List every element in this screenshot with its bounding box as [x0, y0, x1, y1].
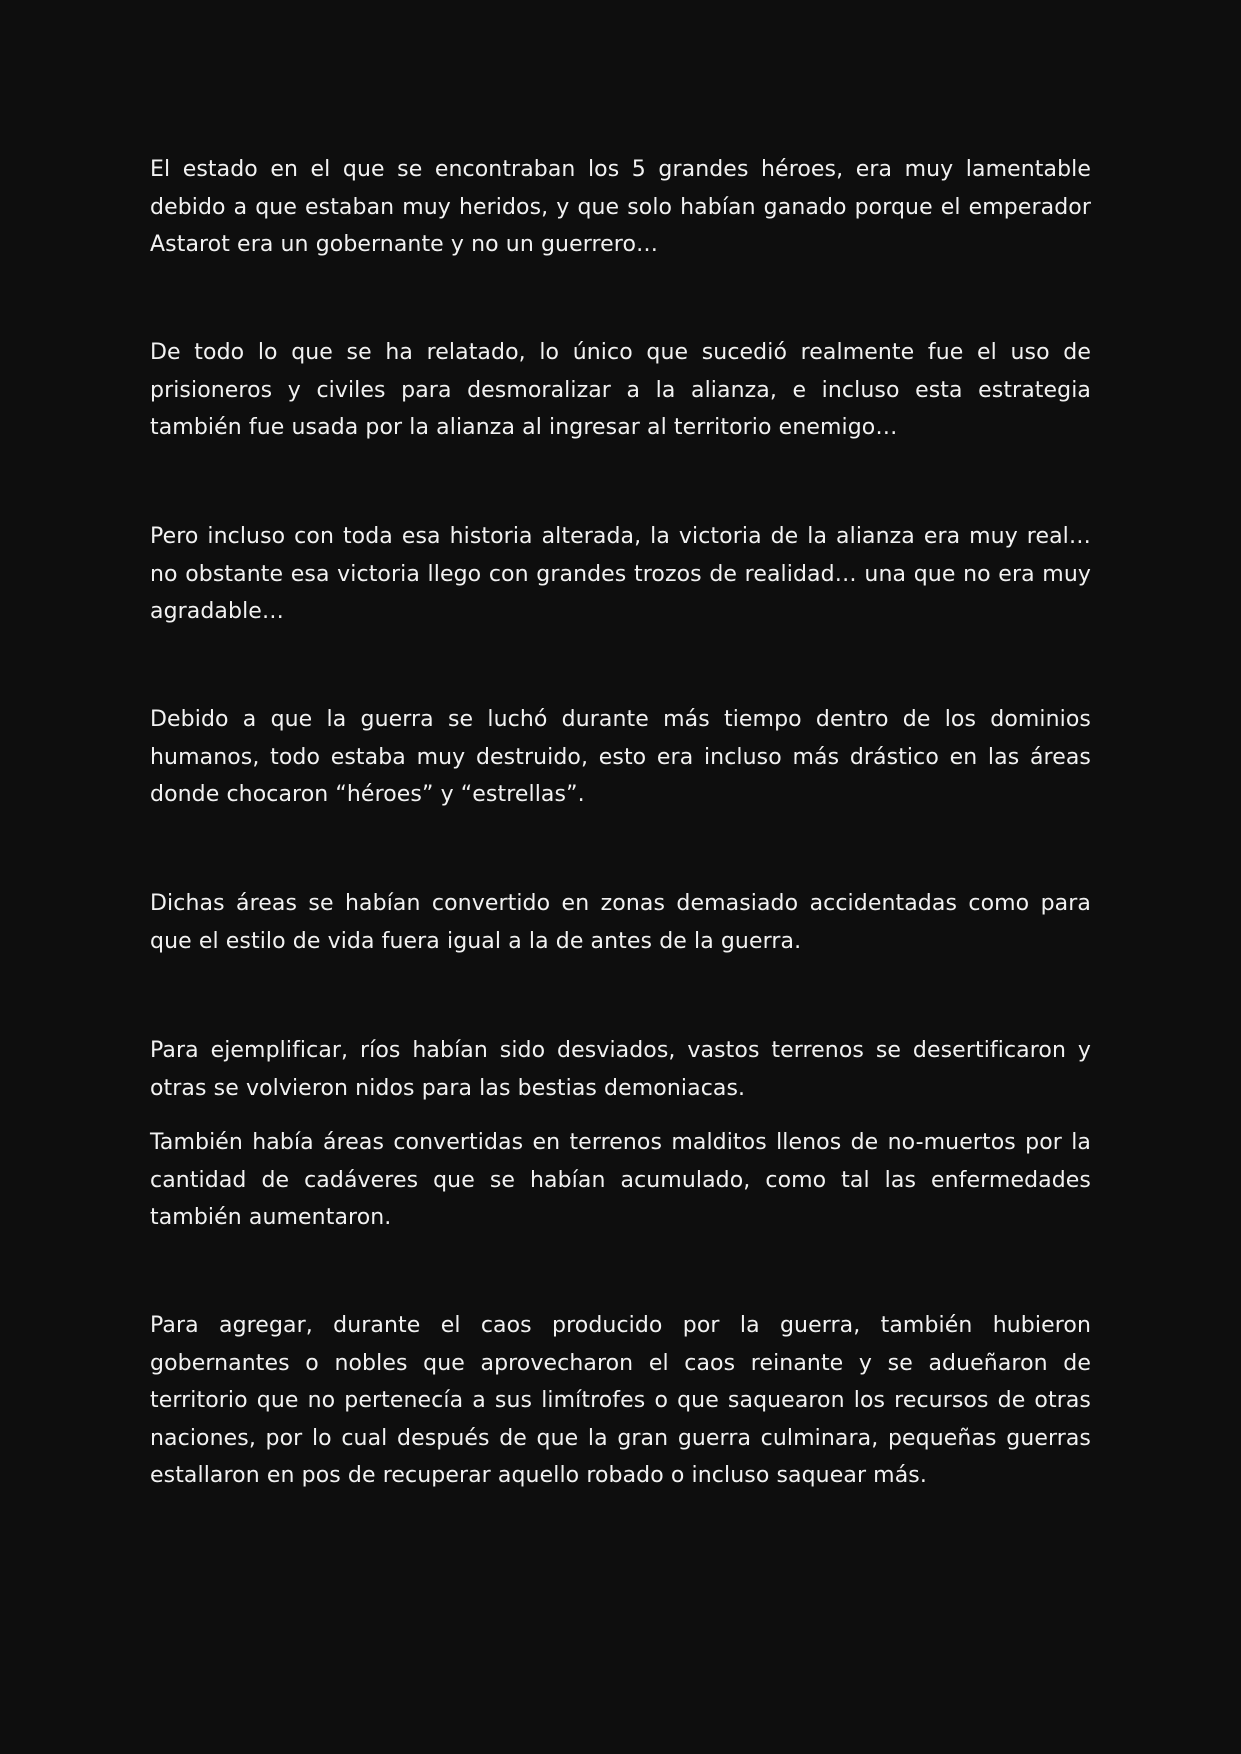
- paragraph-1: El estado en el que se encontraban los 5 grandes héroes, era muy lamentable debido a que estaban muy heridos, y que solo habían ganado porque el emperador Astarot era un gobernante y no un guerrero…: [150, 157, 1091, 257]
- paragraph-7: También había áreas convertidas en terrenos malditos llenos de no-muertos por la cantidad de cadáveres que se habían acumulado, como tal las enfermedades también aumentaron.: [150, 1130, 1091, 1230]
- paragraph-6: Para ejemplificar, ríos habían sido desviados, vastos terrenos se desertificaron y otras se volvieron nidos para las bestias demoniacas.: [150, 1038, 1091, 1101]
- paragraph-8: Para agregar, durante el caos producido por la guerra, también hubieron gobernantes o nobles que aprovecharon el caos reinante y se adueñaron de territorio que no pertenecía a sus limítrofes o que saquearon los recursos de otras naciones, por lo cual después de que la gran guerra culminara, pequeñas guerras estallaron en pos de recuperar aquello robado o incluso saquear más.: [150, 1313, 1091, 1488]
- paragraph-4: Debido a que la guerra se luchó durante más tiempo dentro de los dominios humanos, todo estaba muy destruido, esto era incluso más drástico en las áreas donde chocaron “héroes” y “estrellas”.: [150, 707, 1091, 807]
- paragraph-5: Dichas áreas se habían convertido en zonas demasiado accidentadas como para que el estilo de vida fuera igual a la de antes de la guerra.: [150, 891, 1091, 954]
- paragraph-3: Pero incluso con toda esa historia alterada, la victoria de la alianza era muy real… no obstante esa victoria llego con grandes trozos de realidad… una que no era muy agradable…: [150, 524, 1091, 624]
- paragraph-2: De todo lo que se ha relatado, lo único que sucedió realmente fue el uso de prisioneros y civiles para desmoralizar a la alianza, e incluso esta estrategia también fue usada por la alianza al ingresar al territorio enemigo…: [150, 340, 1091, 440]
